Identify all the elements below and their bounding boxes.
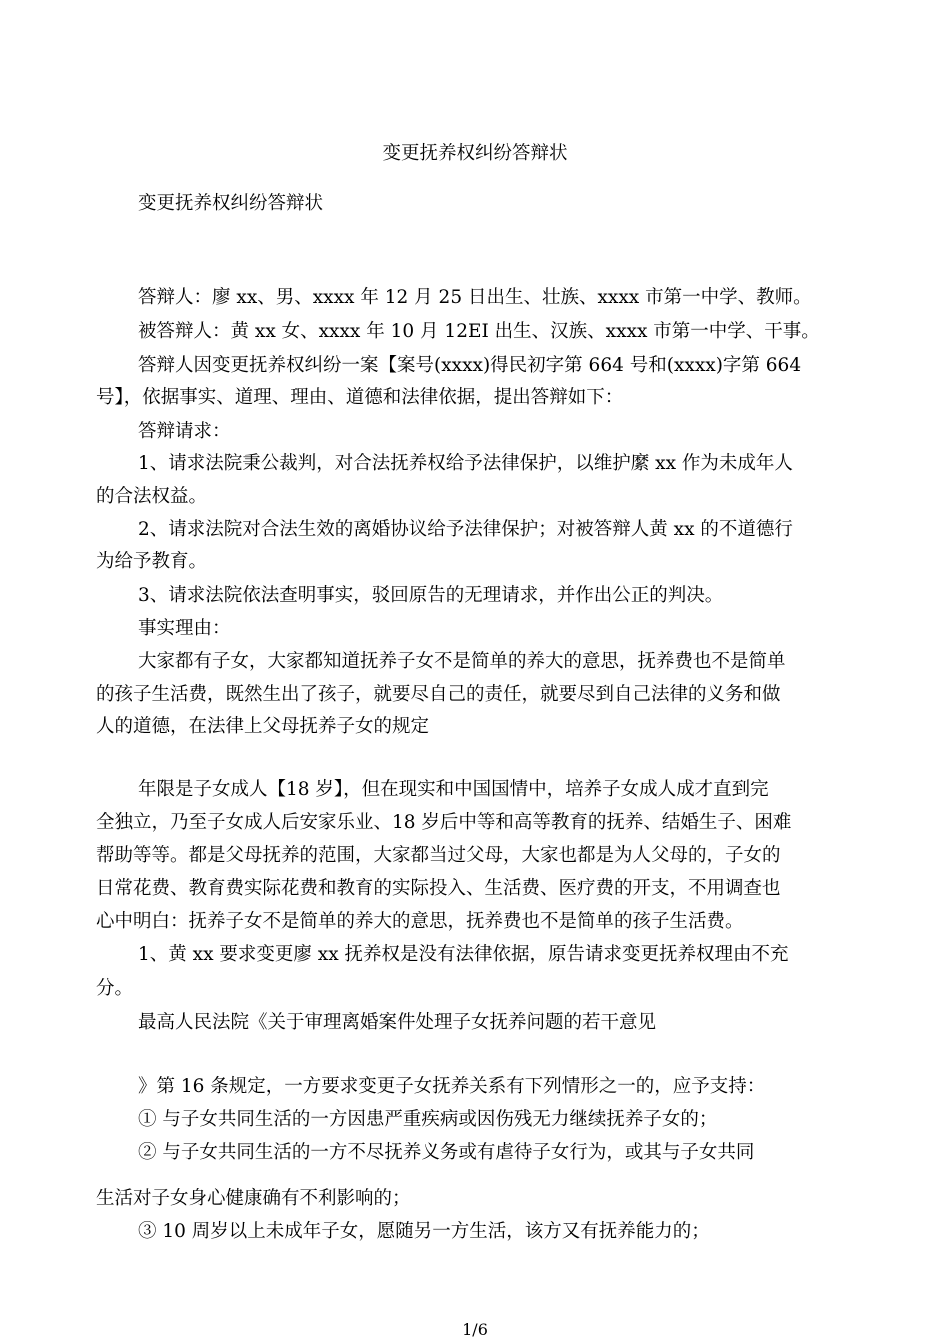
body-line: 全独立，乃至子女成人后安家乐业、18 岁后中等和高等教育的抚养、结婚生子、困难 [96, 812, 792, 833]
body-line: 为给予教育。 [96, 551, 208, 572]
body-line: 3、请求法院依法查明事实，驳回原告的无理请求，并作出公正的判决。 [138, 585, 724, 606]
plaintiff-line: 被答辩人：黄 xx 女、xxxx 年 10 月 12EI 出生、汉族、xxxx 市第一中学、干事。 [138, 321, 820, 342]
body-line: 最高人民法院《关于审理离婚案件处理子女抚养问题的若干意见 [138, 1012, 657, 1033]
body-line: 》第 16 条规定，一方要求变更子女抚养关系有下列情形之一的，应予支持： [138, 1076, 766, 1097]
section-heading-facts: 事实理由： [138, 618, 231, 639]
body-line: 人的道德，在法律上父母抚养子女的规定 [96, 716, 430, 737]
body-line: 帮助等等。都是父母抚养的范围，大家都当过父母，大家也都是为人父母的，子女的 [96, 845, 781, 866]
respondent-line: 答辩人：廖 xx、男、xxxx 年 12 月 25 日出生、壮族、xxxx 市第一中学、教师。 [138, 287, 812, 308]
body-line: 答辩人因变更抚养权纠纷一案【案号(xxxx)得民初字第 664 号和(xxxx)字第 664 [138, 355, 802, 376]
body-line: 的合法权益。 [96, 486, 208, 507]
body-line: 1、黄 xx 要求变更廖 xx 抚养权是没有法律依据，原告请求变更抚养权理由不充 [138, 944, 789, 965]
section-heading-requests: 答辩请求： [138, 421, 231, 442]
body-line: 心中明白：抚养子女不是简单的养大的意思，抚养费也不是简单的孩子生活费。 [96, 911, 744, 932]
body-line: 分。 [96, 978, 134, 999]
list-item: ② 与子女共同生活的一方不尽抚养义务或有虐待子女行为，或其与子女共同 [138, 1142, 755, 1163]
body-line: 年限是子女成人【18 岁】，但在现实和中国国情中，培养子女成人成才直到完 [138, 779, 769, 800]
page-number: 1/6 [462, 1320, 488, 1339]
body-line: 大家都有子女，大家都知道抚养子女不是简单的养大的意思，抚养费也不是简单 [138, 651, 786, 672]
subtitle-line: 变更抚养权纠纷答辩状 [138, 193, 324, 214]
list-item: ① 与子女共同生活的一方因患严重疾病或因伤残无力继续抚养子女的； [138, 1109, 718, 1130]
body-line: 的孩子生活费，既然生出了孩子，就要尽自己的责任，就要尽到自己法律的义务和做 [96, 684, 781, 705]
body-line: 生活对子女身心健康确有不利影响的； [96, 1188, 411, 1209]
document-title: 变更抚养权纠纷答辩状 [382, 143, 568, 164]
body-line: 号】，依据事实、道理、理由、道德和法律依据，提出答辩如下： [96, 387, 624, 408]
body-line: 日常花费、教育费实际花费和教育的实际投入、生活费、医疗费的开支，不用调查也 [96, 878, 781, 899]
body-line: 1、请求法院秉公裁判，对合法抚养权给予法律保护，以维护縻 xx 作为未成年人 [138, 453, 793, 474]
list-item: ③ 10 周岁以上未成年子女，愿随另一方生活，该方又有抚养能力的； [138, 1221, 710, 1242]
body-line: 2、请求法院对合法生效的离婚协议给予法律保护；对被答辩人黄 xx 的不道德行 [138, 519, 793, 540]
